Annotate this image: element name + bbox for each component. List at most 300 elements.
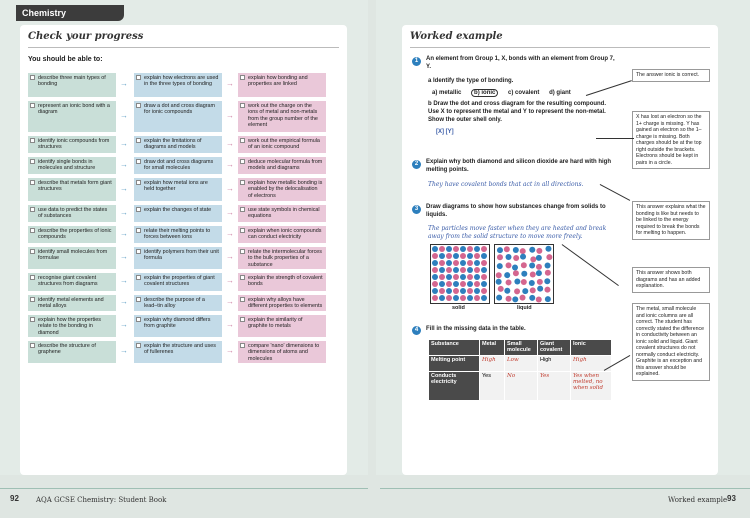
arrow-icon: → [120, 138, 128, 148]
particle [474, 246, 480, 252]
progress-checkbox[interactable] [240, 343, 245, 348]
dot-cross-diagram: [X] [Y] [436, 129, 454, 135]
particle [453, 267, 459, 273]
row-header: Conducts electricity [429, 372, 480, 401]
particle [439, 267, 445, 273]
arrow-icon: → [120, 297, 128, 306]
progress-item-text: relate their melting points to forces between ions [144, 228, 211, 241]
progress-item [238, 247, 326, 269]
progress-checkbox[interactable] [30, 228, 35, 233]
progress-item [28, 73, 116, 97]
progress-checkbox[interactable] [136, 180, 141, 185]
option-b-circled: b) ionic [471, 89, 498, 97]
question-2-text: Explain why both diamond and silicon dioxide are hard with high melting points. [426, 159, 612, 173]
particle [520, 254, 526, 260]
progress-item-text: explain the changes of state [144, 207, 212, 213]
table-row [429, 372, 612, 401]
arrow-icon: → [226, 159, 234, 169]
progress-item-text: identify small molecules from formulae [38, 249, 108, 262]
question-3-text: Draw diagrams to show how substances change from solids to liquids. [426, 204, 606, 218]
progress-item-text: explain why diamond differs from graphite [144, 317, 211, 330]
arrow-icon: → [226, 183, 234, 193]
particle [545, 246, 551, 252]
progress-checkbox[interactable] [30, 103, 35, 108]
arrow-icon: → [226, 138, 234, 148]
table-header: Small molecule [505, 340, 538, 356]
progress-item-text: explain how bonding and properties are linked [248, 75, 308, 88]
arrow-icon: → [120, 159, 128, 169]
progress-checkbox[interactable] [240, 297, 245, 302]
progress-checkbox[interactable] [240, 249, 245, 254]
progress-checkbox[interactable] [136, 138, 141, 143]
progress-checkbox[interactable] [240, 275, 245, 280]
arrow-icon: → [226, 346, 234, 355]
progress-checkbox[interactable] [136, 75, 141, 80]
particle [546, 254, 552, 260]
progress-item-text: explain when ionic compounds can conduct electricity [248, 228, 322, 241]
table-header: Giant covalent [538, 340, 571, 356]
progress-item [238, 178, 326, 201]
commentary-note: The metal, small molecule and ionic columns are all correct. The student has correctly stated the difference in conductivity between an ionic solid and liquid. Giant covalent structures do not normally conduct electricity. Graphite is an exception and this answer should be explained. [632, 303, 710, 381]
progress-item-text: use state symbols in chemical equations [248, 207, 320, 220]
progress-checkbox[interactable] [30, 343, 35, 348]
table-header: Substance [429, 340, 480, 356]
option-c: c) covalent [508, 90, 540, 96]
particle [497, 254, 503, 260]
progress-item [238, 205, 326, 222]
progress-item [28, 205, 116, 222]
panel-title: Worked example [410, 31, 503, 42]
progress-checkbox[interactable] [136, 275, 141, 280]
progress-checkbox[interactable] [240, 75, 245, 80]
question-1a-text: a Identify the type of bonding. [428, 78, 514, 84]
progress-item [238, 136, 326, 153]
particle [521, 271, 527, 277]
progress-checkbox[interactable] [240, 317, 245, 322]
arrow-icon: → [226, 297, 234, 306]
particle [545, 263, 551, 269]
arrow-icon: → [120, 320, 128, 329]
particle [460, 267, 466, 273]
particle [529, 280, 535, 286]
progress-item [28, 101, 116, 132]
question-1a-options [432, 90, 579, 96]
progress-item-text: explain the properties of giant covalent structures [144, 275, 215, 288]
particle [529, 247, 535, 253]
particle [446, 274, 452, 280]
progress-item [134, 101, 222, 132]
right-footer-title: Worked example [668, 496, 728, 504]
properties-table [428, 339, 612, 401]
particle [467, 246, 473, 252]
particle [474, 267, 480, 273]
particle [467, 260, 473, 266]
liquid-lattice-svg [495, 245, 553, 303]
left-footer-title: AQA GCSE Chemistry: Student Book [36, 496, 167, 504]
progress-item [28, 315, 116, 337]
progress-item [28, 226, 116, 243]
option-d: d) giant [549, 90, 571, 96]
progress-item [134, 273, 222, 291]
progress-item [238, 295, 326, 311]
particle [481, 274, 487, 280]
particle [460, 246, 466, 252]
liquid-caption: liquid [517, 305, 532, 311]
progress-item [134, 226, 222, 243]
particle [536, 255, 542, 261]
progress-item [238, 273, 326, 291]
question-4-number: 4 [412, 326, 421, 335]
progress-checkbox[interactable] [30, 75, 35, 80]
table-cell: High [538, 356, 571, 372]
check-progress-panel [20, 25, 347, 475]
table-header: Metal [480, 340, 505, 356]
chapter-tab: Chemistry [16, 5, 124, 21]
footer-rule [0, 488, 368, 489]
particle [453, 246, 459, 252]
table-cell: Yes when melted, no when solid [571, 372, 612, 401]
progress-checkbox[interactable] [240, 207, 245, 212]
progress-item [238, 226, 326, 243]
commentary-note: The answer ionic is correct. [632, 69, 710, 82]
arrow-icon: → [226, 320, 234, 329]
particle [439, 260, 445, 266]
particle [496, 295, 502, 301]
particle [432, 281, 438, 287]
progress-item [134, 205, 222, 222]
particle [497, 263, 503, 269]
question-2-answer: They have covalent bonds that act in all directions. [428, 181, 584, 188]
progress-checkbox[interactable] [30, 138, 35, 143]
particle [536, 270, 542, 276]
particle [439, 274, 445, 280]
question-1-text: An element from Group 1, X, bonds with an element from Group 7, Y. [426, 56, 615, 70]
particle [506, 254, 512, 260]
progress-checkbox[interactable] [136, 297, 141, 302]
arrow-icon: → [120, 207, 128, 217]
particle [506, 262, 512, 268]
particle [432, 288, 438, 294]
arrow-icon: → [120, 79, 128, 88]
particle [537, 279, 543, 285]
progress-item-text: describe three main types of bonding [38, 75, 106, 88]
particle [474, 253, 480, 259]
particle [467, 253, 473, 259]
particle [520, 295, 526, 301]
progress-checkbox[interactable] [136, 228, 141, 233]
footer-rule [380, 488, 750, 489]
particle [530, 287, 536, 293]
arrow-icon: → [120, 276, 128, 285]
particle [446, 267, 452, 273]
particle [481, 267, 487, 273]
left-page-number: 92 [10, 494, 19, 503]
particle [467, 267, 473, 273]
particle [512, 264, 518, 270]
progress-item-text: explain the limitations of diagrams and models [144, 138, 202, 151]
arrow-icon: → [226, 110, 234, 120]
particle [432, 274, 438, 280]
particle [439, 253, 445, 259]
arrow-icon: → [226, 252, 234, 261]
progress-item [238, 157, 326, 174]
particle [432, 267, 438, 273]
particle [460, 260, 466, 266]
particle [530, 271, 536, 277]
particle [446, 260, 452, 266]
progress-item-text: explain the structure and uses of fullerenes [144, 343, 216, 356]
particle [467, 274, 473, 280]
particle [446, 281, 452, 287]
progress-item-text: describe the purpose of a lead–tin alloy [144, 297, 205, 310]
progress-item [28, 178, 116, 201]
particle [432, 260, 438, 266]
progress-checkbox[interactable] [136, 343, 141, 348]
commentary-note: X has lost an electron so the 1+ charge is missing. Y has gained an electron so the 1– charge is missing. Both charges should be at the top right outside the brackets. Electrons should be kept in pairs in a circle. [632, 111, 710, 169]
progress-checkbox[interactable] [30, 207, 35, 212]
progress-item-text: deduce molecular formula from models and diagrams [248, 159, 323, 172]
progress-checkbox[interactable] [136, 249, 141, 254]
progress-checkbox[interactable] [136, 317, 141, 322]
particle [446, 295, 452, 301]
arrow-icon: → [120, 183, 128, 193]
particle [512, 296, 518, 302]
particle [439, 246, 445, 252]
particle [513, 270, 519, 276]
particle [453, 281, 459, 287]
particle [536, 296, 542, 302]
title-rule [410, 47, 710, 48]
particle [439, 288, 445, 294]
particle [446, 288, 452, 294]
particle [545, 270, 551, 276]
particle [460, 274, 466, 280]
particle [506, 279, 512, 285]
particle [506, 296, 512, 302]
particle [545, 296, 551, 302]
progress-checkbox[interactable] [240, 228, 245, 233]
question-3-answer: The particles move faster when they are heated and break away from the solid structure to move more freely. [428, 225, 607, 240]
arrow-icon: → [226, 79, 234, 88]
arrow-icon: → [120, 110, 128, 120]
progress-checkbox[interactable] [30, 180, 35, 185]
particle [521, 262, 527, 268]
particle [530, 256, 536, 262]
particle [529, 295, 535, 301]
progress-item [28, 273, 116, 291]
question-2-number: 2 [412, 160, 421, 169]
arrow-icon: → [120, 346, 128, 355]
progress-item-text: describe that metals form giant structures [38, 180, 112, 193]
progress-checkbox[interactable] [30, 249, 35, 254]
particle [453, 274, 459, 280]
particle [496, 272, 502, 278]
particle [460, 288, 466, 294]
particle [520, 248, 526, 254]
particle [432, 253, 438, 259]
particle [474, 281, 480, 287]
particle [536, 248, 542, 254]
progress-item [28, 247, 116, 269]
progress-checkbox[interactable] [30, 297, 35, 302]
progress-checkbox[interactable] [240, 103, 245, 108]
particle [446, 246, 452, 252]
progress-item-text: explain why alloys have different properties to elements [248, 297, 323, 310]
particle [481, 295, 487, 301]
particle [460, 253, 466, 259]
table-header-row [429, 340, 612, 356]
progress-item [134, 157, 222, 174]
progress-checkbox[interactable] [136, 207, 141, 212]
particle [513, 255, 519, 261]
progress-checkbox[interactable] [136, 103, 141, 108]
particle [504, 272, 510, 278]
particle [439, 295, 445, 301]
progress-checkbox[interactable] [30, 275, 35, 280]
solid-lattice-svg [431, 245, 489, 303]
particle [514, 278, 520, 284]
particle [481, 281, 487, 287]
option-a: a) metallic [432, 90, 462, 96]
intro-text: You should be able to: [28, 56, 103, 63]
solid-particle-diagram [430, 244, 490, 304]
particle [504, 246, 510, 252]
particle [544, 278, 550, 284]
progress-item [28, 157, 116, 174]
solid-caption: solid [452, 305, 465, 311]
progress-checkbox[interactable] [240, 138, 245, 143]
progress-item [134, 247, 222, 269]
question-1b-text: b Draw the dot and cross diagram for the resulting compound. Use X to represent the metal and Y to represent the non-metal. Show the outer shell only. [428, 101, 607, 123]
progress-item-text: represent an ionic bond with a diagram [38, 103, 110, 116]
progress-item [134, 73, 222, 97]
progress-item-text: draw a dot and cross diagram for ionic compounds [144, 103, 216, 116]
particle [536, 264, 542, 270]
progress-item-text: explain the strength of covalent bonds [248, 275, 323, 288]
progress-checkbox[interactable] [30, 159, 35, 164]
arrow-icon: → [120, 228, 128, 238]
particle [529, 262, 535, 268]
progress-checkbox[interactable] [240, 180, 245, 185]
particle [467, 281, 473, 287]
right-page-number: 93 [727, 494, 736, 503]
progress-item-text: explain how metal ions are held together [144, 180, 208, 193]
progress-item-text: explain how metallic bonding is enabled by the delocalisation of electrons [248, 180, 323, 199]
progress-item [134, 341, 222, 363]
progress-item-text: identify ionic compounds from structures [38, 138, 110, 151]
progress-item-text: explain the similarity of graphite to metals [248, 317, 303, 330]
progress-item-text: explain how electrons are used in the three types of bonding [144, 75, 219, 88]
particle [481, 253, 487, 259]
progress-checkbox[interactable] [136, 159, 141, 164]
particle [467, 288, 473, 294]
particle [474, 288, 480, 294]
table-cell: Low [505, 356, 538, 372]
panel-title: Check your progress [28, 31, 144, 42]
particle [446, 253, 452, 259]
table-cell: High [571, 356, 612, 372]
table-cell: High [480, 356, 505, 372]
particle [453, 253, 459, 259]
particle [497, 247, 503, 253]
progress-item-text: work out the charge on the ions of metal and non-metals from the group number of the element [248, 103, 318, 129]
progress-item [134, 295, 222, 311]
particle [513, 247, 519, 253]
particle [514, 288, 520, 294]
particle [453, 260, 459, 266]
progress-item [238, 341, 326, 363]
progress-item-text: work out the empirical formula of an ionic compound [248, 138, 320, 151]
progress-item [238, 101, 326, 132]
table-header: Ionic [571, 340, 612, 356]
particle [432, 295, 438, 301]
progress-checkbox[interactable] [240, 159, 245, 164]
progress-item-text: relate the intermolecular forces to the bulk properties of a substance [248, 249, 323, 268]
particle [474, 260, 480, 266]
progress-item-text: identify metal elements and metal alloys [38, 297, 104, 310]
particle [522, 288, 528, 294]
arrow-icon: → [120, 252, 128, 261]
table-cell: Yes [538, 372, 571, 401]
progress-item-text: identify single bonds in molecules and structure [38, 159, 96, 172]
particle [537, 286, 543, 292]
progress-item [238, 73, 326, 97]
particle [453, 288, 459, 294]
table-cell: Yes [480, 372, 505, 401]
progress-item [28, 341, 116, 363]
progress-item-text: draw dot and cross diagrams for small molecules [144, 159, 214, 172]
progress-item-text: explain how the properties relate to the bonding in diamond [38, 317, 101, 336]
commentary-note: This answer shows both diagrams and has an added explanation. [632, 267, 710, 293]
note-connector [596, 138, 634, 139]
arrow-icon: → [226, 228, 234, 238]
particle [460, 295, 466, 301]
table-cell: No [505, 372, 538, 401]
question-3-number: 3 [412, 205, 421, 214]
progress-item-text: recognise giant covalent structures from diagrams [38, 275, 98, 288]
question-4-text: Fill in the missing data in the table. [426, 326, 526, 332]
particle [432, 246, 438, 252]
progress-item-text: describe the properties of ionic compounds [38, 228, 112, 241]
progress-item-text: identify polymers from their unit formula [144, 249, 219, 262]
particle [521, 279, 527, 285]
particle [460, 281, 466, 287]
progress-item [134, 136, 222, 153]
particle [481, 246, 487, 252]
progress-item [28, 136, 116, 153]
progress-item-text: compare 'nano' dimensions to dimensions of atoms and molecules [248, 343, 320, 362]
progress-item [238, 315, 326, 337]
particle [467, 295, 473, 301]
progress-item-text: use data to predict the states of substances [38, 207, 108, 220]
particle [474, 274, 480, 280]
particle [474, 295, 480, 301]
particle [439, 281, 445, 287]
title-rule [28, 47, 339, 48]
particle [544, 287, 550, 293]
progress-checkbox[interactable] [30, 317, 35, 322]
progress-item-text: describe the structure of graphene [38, 343, 96, 356]
progress-item [134, 315, 222, 337]
progress-item [28, 295, 116, 311]
particle [481, 288, 487, 294]
liquid-particle-diagram [494, 244, 554, 304]
question-1-number: 1 [412, 57, 421, 66]
particle [453, 295, 459, 301]
table-row [429, 356, 612, 372]
particle [481, 260, 487, 266]
commentary-note: This answer explains what the bonding is like but needs to be linked to the energy required to break the bonds for melting to happen. [632, 201, 710, 240]
